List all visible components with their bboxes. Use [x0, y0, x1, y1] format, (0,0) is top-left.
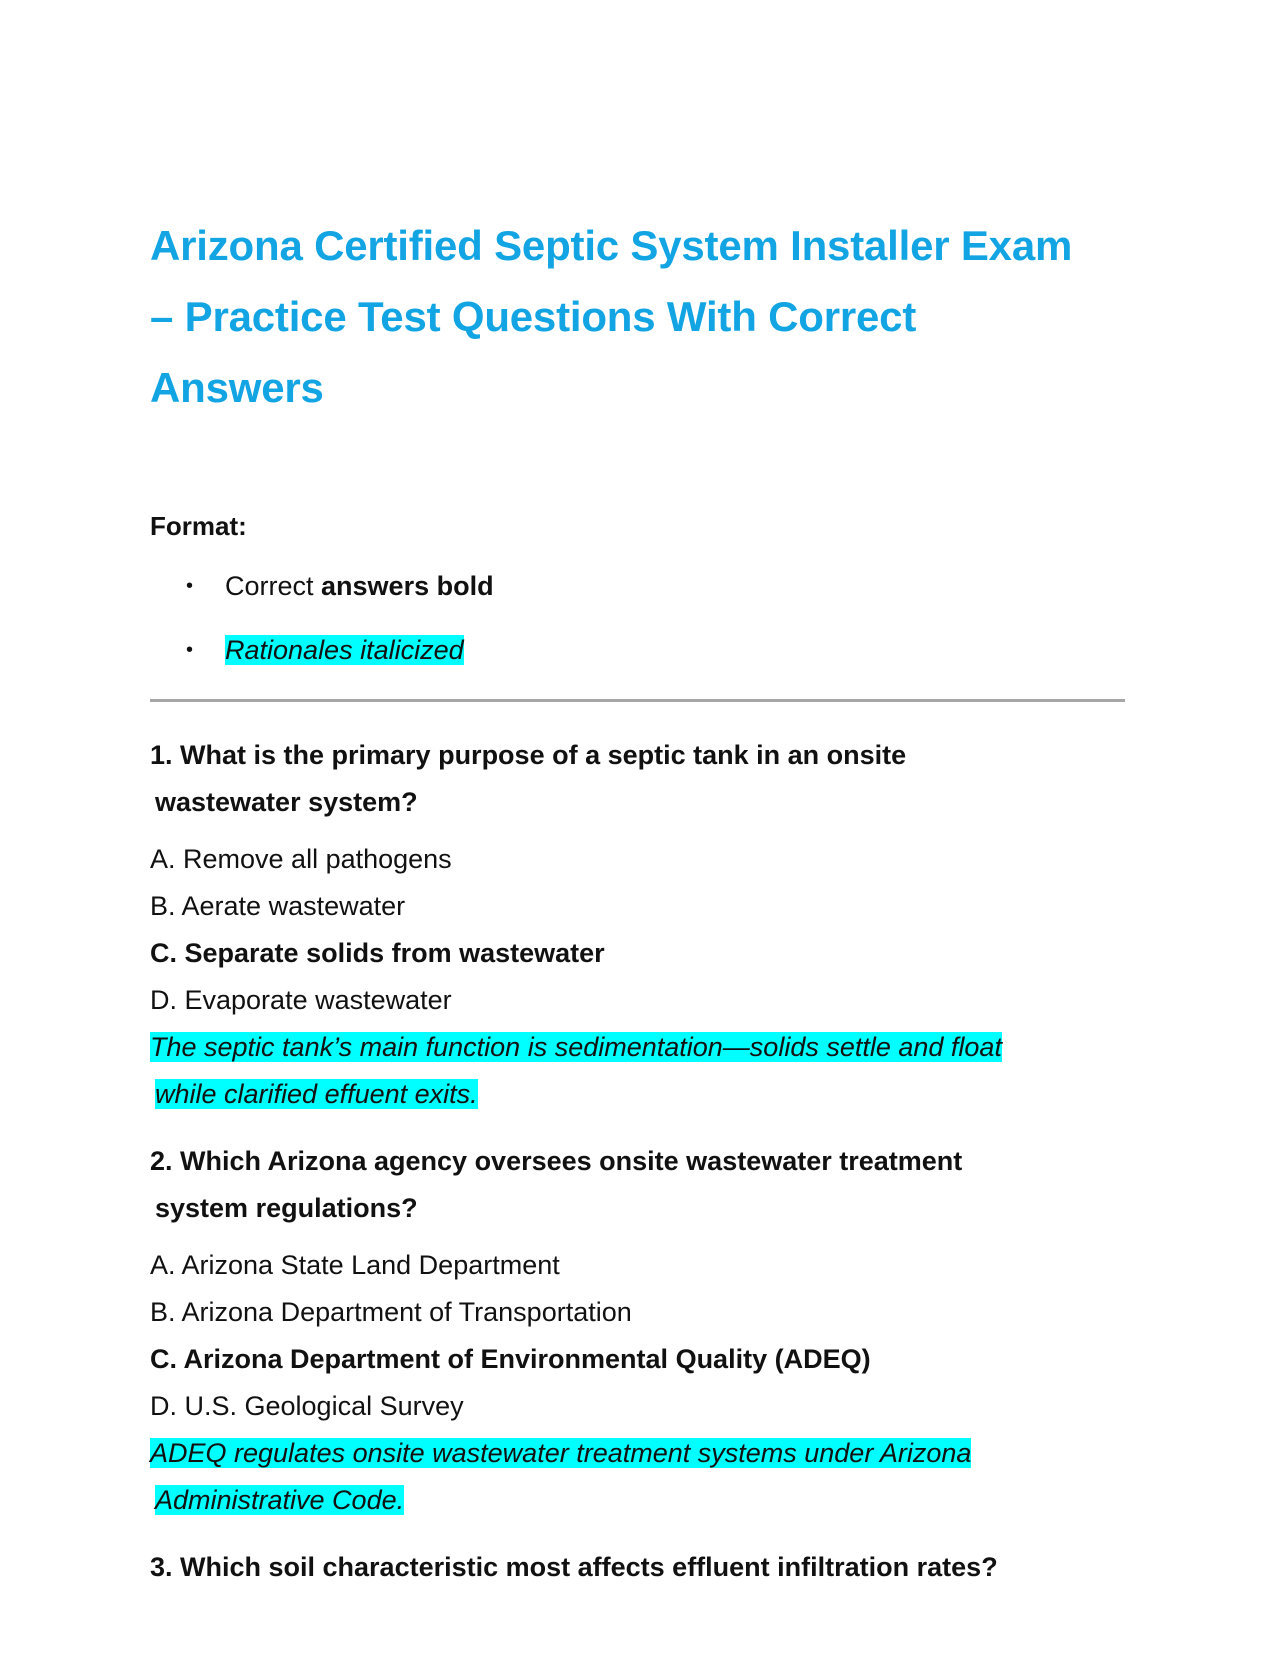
format-item-rationale	[150, 631, 1130, 669]
format-item-correct	[150, 567, 1130, 605]
format-list	[150, 567, 1130, 669]
answer-options	[150, 836, 1130, 1024]
rationale-line-2: while clarified effuent exits.	[155, 1079, 478, 1109]
bullet-icon: •	[186, 575, 194, 597]
question-3	[150, 1544, 1130, 1591]
answer-option-c-correct: C. Separate solids from wastewater	[150, 938, 605, 968]
answer-option-d: D. U.S. Geological Survey	[150, 1391, 464, 1421]
question-text	[150, 732, 1130, 826]
question-text-line-1: 1. What is the primary purpose of a septic tank in an onsite	[150, 740, 907, 770]
question-text-line-2: system regulations?	[155, 1193, 418, 1223]
title-line-2: – Practice Test Questions With Correct	[150, 293, 917, 340]
rationale-line-1: ADEQ regulates onsite wastewater treatment systems under Arizona	[150, 1438, 972, 1468]
rationale	[150, 1430, 1130, 1524]
rationale-line-2: Administrative Code.	[155, 1485, 405, 1515]
format-item-prefix: Correct	[225, 571, 322, 601]
rationale	[150, 1024, 1130, 1118]
question-1	[150, 732, 1130, 1118]
answer-option-a: A. Arizona State Land Department	[150, 1250, 560, 1280]
question-text-line-2: wastewater system?	[155, 787, 418, 817]
format-label: Format:	[150, 511, 247, 541]
question-text	[150, 1138, 1130, 1232]
question-text-line-1: 2. Which Arizona agency oversees onsite wastewater treatment	[150, 1146, 963, 1176]
title-line-3: Answers	[150, 364, 324, 411]
question-text-line-1: 3. Which soil characteristic most affects effluent infiltration rates?	[150, 1552, 998, 1582]
question-2	[150, 1138, 1130, 1524]
format-item-rationale-text: Rationales italicized	[225, 635, 464, 665]
answer-options	[150, 1242, 1130, 1430]
title-line-1: Arizona Certified Septic System Installer Exam	[150, 222, 1073, 269]
section-divider	[150, 699, 1125, 702]
format-item-emphasis: answers bold	[321, 571, 494, 601]
answer-option-b: B. Aerate wastewater	[150, 891, 406, 921]
answer-option-c-correct: C. Arizona Department of Environmental Quality (ADEQ)	[150, 1344, 871, 1374]
question-text	[150, 1544, 1130, 1591]
document-content	[150, 210, 1130, 1591]
answer-option-a: A. Remove all pathogens	[150, 844, 452, 874]
bullet-icon: •	[186, 639, 194, 661]
rationale-line-1: The septic tank’s main function is sedimentation—solids settle and float	[150, 1032, 1002, 1062]
answer-option-d: D. Evaporate wastewater	[150, 985, 452, 1015]
answer-option-b: B. Arizona Department of Transportation	[150, 1297, 632, 1327]
document-title	[150, 210, 1130, 423]
